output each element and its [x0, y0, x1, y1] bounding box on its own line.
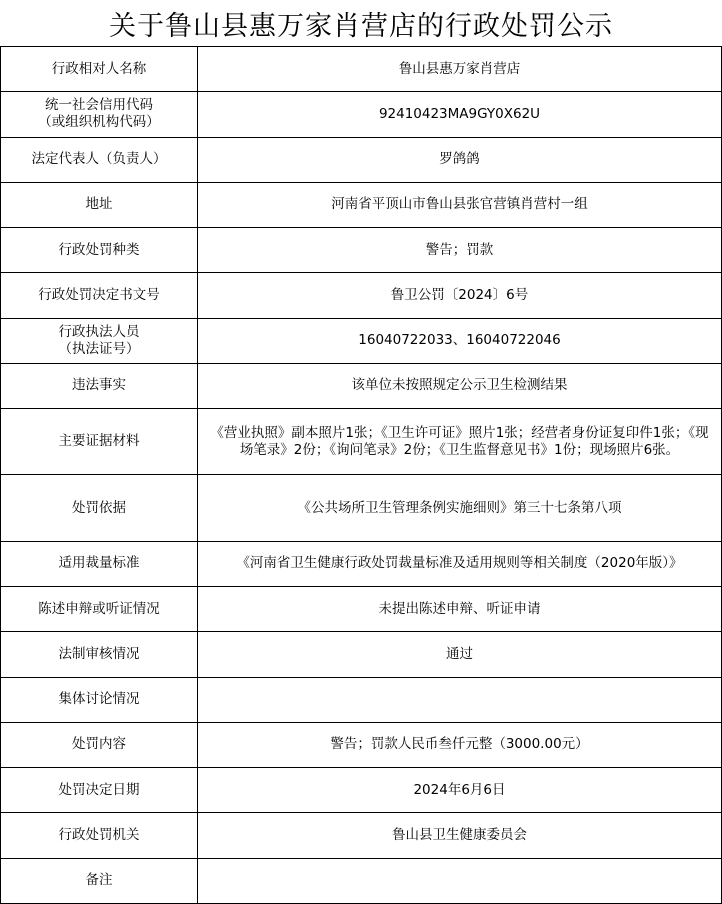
row-value: 警告；罚款人民币叁仟元整（3000.00元）	[198, 722, 722, 767]
row-label: 处罚内容	[1, 722, 198, 767]
table-row	[1, 363, 722, 408]
row-value: 该单位未按照规定公示卫生检测结果	[198, 363, 722, 408]
row-label: 违法事实	[1, 363, 198, 408]
row-value: 92410423MA9GY0X62U	[198, 92, 722, 137]
row-value: 警告；罚款	[198, 228, 722, 273]
row-label: 备注	[1, 858, 198, 904]
row-value: 鲁卫公罚〔2024〕6号	[198, 273, 722, 318]
table-row	[1, 587, 722, 632]
row-label: 行政处罚机关	[1, 813, 198, 858]
row-label: 地址	[1, 182, 198, 227]
row-label: 行政处罚种类	[1, 228, 198, 273]
row-value: 未提出陈述申辩、听证申请	[198, 587, 722, 632]
row-value: 河南省平顶山市鲁山县张官营镇肖营村一组	[198, 182, 722, 227]
row-value	[198, 858, 722, 904]
row-label: 适用裁量标准	[1, 541, 198, 586]
table-row	[1, 318, 722, 363]
table-row	[1, 228, 722, 273]
penalty-table	[0, 46, 722, 904]
table-row	[1, 813, 722, 858]
table-row	[1, 47, 722, 92]
row-label: 行政相对人名称	[1, 47, 198, 92]
row-label: 行政执法人员 （执法证号）	[1, 318, 198, 363]
row-value: 2024年6月6日	[198, 768, 722, 813]
row-label: 主要证据材料	[1, 409, 198, 475]
row-value: 《营业执照》副本照片1张；《卫生许可证》照片1张；经营者身份证复印件1张；《现场笔录》2份；《询问笔录》2份；《卫生监督意见书》1份；现场照片6张。	[198, 409, 722, 475]
row-label: 法制审核情况	[1, 632, 198, 677]
row-value: 16040722033、16040722046	[198, 318, 722, 363]
table-row	[1, 632, 722, 677]
row-value: 鲁山县惠万家肖营店	[198, 47, 722, 92]
row-label: 集体讨论情况	[1, 677, 198, 722]
row-label: 法定代表人（负责人）	[1, 137, 198, 182]
table-row	[1, 182, 722, 227]
table-row	[1, 475, 722, 541]
row-value: 《河南省卫生健康行政处罚裁量标准及适用规则等相关制度（2020年版）》	[198, 541, 722, 586]
row-value: 罗鸽鸽	[198, 137, 722, 182]
row-label: 行政处罚决定书文号	[1, 273, 198, 318]
table-row	[1, 722, 722, 767]
row-label: 陈述申辩或听证情况	[1, 587, 198, 632]
row-value: 《公共场所卫生管理条例实施细则》第三十七条第八项	[198, 475, 722, 541]
table-row	[1, 409, 722, 475]
table-row	[1, 92, 722, 137]
row-label: 统一社会信用代码 （或组织机构代码）	[1, 92, 198, 137]
table-row	[1, 541, 722, 586]
row-label: 处罚依据	[1, 475, 198, 541]
table-row	[1, 677, 722, 722]
table-row	[1, 273, 722, 318]
row-value: 鲁山县卫生健康委员会	[198, 813, 722, 858]
table-row	[1, 858, 722, 904]
row-value	[198, 677, 722, 722]
table-row	[1, 768, 722, 813]
row-label: 处罚决定日期	[1, 768, 198, 813]
table-row	[1, 137, 722, 182]
row-value: 通过	[198, 632, 722, 677]
page-title: 关于鲁山县惠万家肖营店的行政处罚公示	[109, 10, 613, 42]
